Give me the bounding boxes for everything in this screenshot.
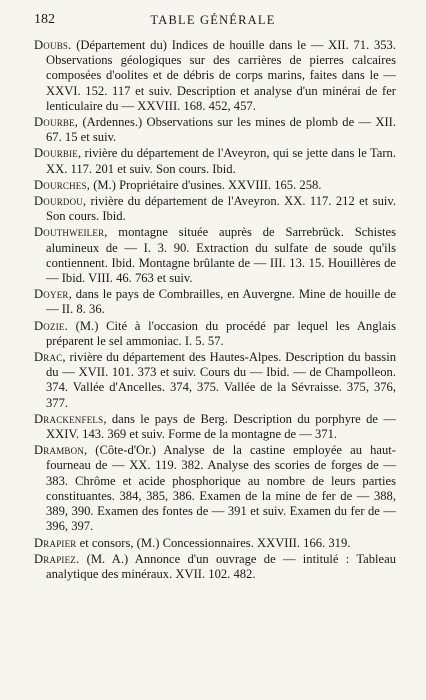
entry-text: (Ardennes.) Observations sur les mines de plomb de — XII. 67. 15 et suiv. (46, 115, 396, 145)
entry-text: (M.) Cité à l'occasion du procédé par lequel les Anglais préparent le sel ammoniac. I. 5. 57. (46, 318, 396, 348)
entry-text: , rivière du département de l'Aveyron, qui se jette dans le Tarn. XX. 117. 201 et suiv. Son cours. Ibid. (46, 146, 396, 176)
index-entry (34, 225, 396, 286)
entry-text: (M.) Propriétaire d'usines. XXVIII. 165. 258. (93, 177, 322, 192)
index-entry (34, 287, 396, 317)
entry-text: (Département du) Indices de houille dans le — XII. 71. 353. Observations géologiques sur des carrières de pierres calcaires composées d'oolites et de débris de corps marins, faites dans le — XXVI. 152. 117 et suiv. Description et analyse d'un minérai de fer lenticulaire du — XXVIII. 168. 452, 457. (46, 38, 396, 113)
index-entry (34, 178, 396, 193)
entry-text: , dans le pays de Berg. Description du porphyre de — XXIV. 143. 369 et suiv. Forme de la montagne de — 371. (46, 411, 396, 442)
index-entry (34, 350, 396, 411)
running-title: TABLE GÉNÉRALE (150, 13, 276, 27)
entry-headword: Doubs. (34, 38, 72, 52)
entry-headword: Drapier (34, 535, 77, 550)
index-entry (34, 115, 396, 145)
entry-text: , rivière du département des Hautes-Alpes. Description du bassin du — XVII. 101. 373 et suiv. Cours du — Ibid. — de Champolleon. 374. Vallée d'Ancelles. 374, 375. Vallée de la Sévraisse. 375, 376, 377. (46, 350, 396, 410)
page-number: 182 (34, 12, 55, 27)
entry-headword: Dourches, (34, 177, 91, 192)
entry-headword: Douthweiler (34, 225, 105, 240)
entry-headword: Drambon (34, 443, 85, 458)
entry-text: , rivière du département de l'Aveyron. XX. 117. 212 et suiv. Son cours. Ibid. (46, 194, 396, 224)
index-entry (34, 194, 396, 224)
entry-headword: Drac (34, 350, 63, 365)
entry-headword: Doyer (34, 287, 69, 302)
index-entry (34, 146, 396, 176)
entry-text: et consors, (M.) Concessionnaires. XXVIII. 166. 319. (79, 535, 351, 550)
entry-text: , dans le pays de Combrailles, en Auvergne. Mine de houille de — II. 8. 36. (46, 287, 396, 317)
index-entry (34, 552, 396, 582)
entry-headword: Dourbe, (34, 115, 79, 130)
index-entry (34, 536, 396, 551)
page-header (34, 12, 392, 30)
entry-headword: Drackenfels (34, 411, 104, 426)
entry-headword: Drapiez. (34, 551, 80, 566)
index-entry (34, 412, 396, 442)
entry-text: , (Côte-d'Or.) Analyse de la castine employée au haut-fourneau de — XX. 119. 382. Analyse des scories de forges de — 383. Chrôme et acide phosphorique au nombre de leurs parties constituantes. 384, 385, 386. Examen de la mine de fer de — 388, 389, 390. Examen des fontes de — 391 et suiv. Examen du fer de — 396, 397. (46, 443, 396, 534)
index-entry (34, 443, 396, 534)
entry-text: (M. A.) Annonce d'un ouvrage de — intitulé : Tableau analytique des minéraux. XVII. 102. 482. (46, 551, 396, 581)
index-entry (34, 319, 396, 349)
entry-text: , montagne située auprès de Sarrebrück. Schistes alumineux de — I. 3. 90. Extraction du sulfate de soude qu'ils contiennent. Ibid. Montagne brûlante de — III. 13. 15. Houillères de — Ibid. VIII. 46. 763 et suiv. (46, 225, 396, 286)
index-entry (34, 38, 396, 114)
entry-headword: Dourdou (34, 194, 83, 209)
entry-headword: Dozie. (34, 318, 68, 333)
entry-headword: Dourbie (34, 146, 78, 161)
index-entries (34, 38, 396, 582)
